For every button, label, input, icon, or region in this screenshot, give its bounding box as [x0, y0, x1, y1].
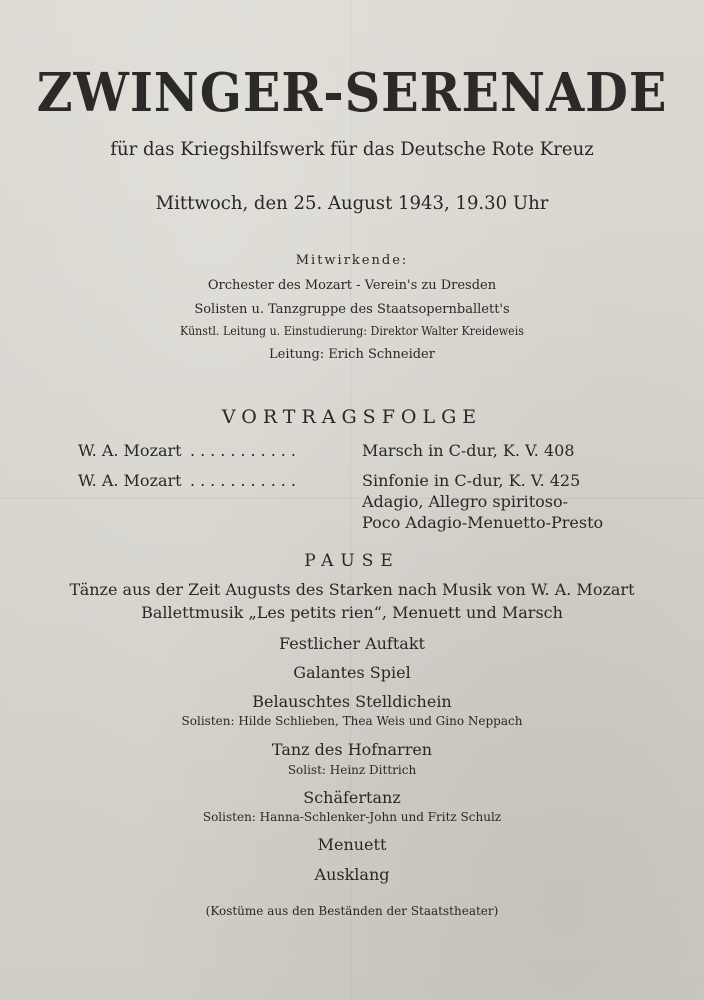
- dance-title: Galantes Spiel: [293, 663, 411, 682]
- event-date: Mittwoch, den 25. August 1943, 19.30 Uhr: [155, 192, 549, 214]
- program-heading: VORTRAGSFOLGE: [221, 406, 483, 428]
- conductor-line: Leitung: Erich Schneider: [269, 347, 435, 362]
- dance-title: Schäfertanz: [303, 788, 401, 807]
- pause-heading: PAUSE: [304, 551, 400, 571]
- work-movements: Adagio, Allegro spiritoso-: [362, 492, 569, 511]
- work-title: Marsch in C-dur, K. V. 408: [362, 441, 575, 460]
- subtitle: für das Kriegshilfswerk für das Deutsche Rote Kreuz: [110, 138, 594, 160]
- mitwirkende-heading: Mitwirkende:: [295, 253, 409, 268]
- dance-soloists: Solist: Heinz Dittrich: [287, 763, 417, 777]
- program-row: [78, 471, 301, 490]
- composer-name: W. A. Mozart: [78, 441, 182, 460]
- composer-name: W. A. Mozart: [78, 471, 182, 490]
- dance-title: Menuett: [317, 835, 387, 854]
- work-movements: Poco Adagio-Menuetto-Presto: [362, 513, 604, 532]
- mitwirkende-line: Künstl. Leitung u. Einstudierung: Direktor Walter Kreideweis: [180, 324, 524, 338]
- work-title: Sinfonie in C-dur, K. V. 425: [362, 471, 581, 490]
- dance-intro: Tänze aus der Zeit Augusts des Starken nach Musik von W. A. Mozart: [69, 580, 635, 599]
- leader-dots: ...........: [190, 471, 301, 490]
- mitwirkende-line: Orchester des Mozart - Verein's zu Dresden: [207, 278, 497, 293]
- dance-title: Belauschtes Stelldichein: [252, 692, 452, 711]
- dance-title: Ausklang: [314, 865, 390, 884]
- fold-line-horizontal: [0, 498, 704, 499]
- dance-title: Festlicher Auftakt: [279, 634, 425, 653]
- page-title: ZWINGER-SERENADE: [36, 62, 668, 124]
- leader-dots: ...........: [190, 441, 301, 460]
- program-row: [78, 441, 301, 460]
- dance-soloists: Solisten: Hilde Schlieben, Thea Weis und Gino Neppach: [181, 714, 523, 728]
- dance-intro: Ballettmusik „Les petits rien“, Menuett und Marsch: [141, 603, 563, 622]
- dance-soloists: Solisten: Hanna-Schlenker-John und Fritz Schulz: [202, 810, 502, 824]
- costume-note: (Kostüme aus den Beständen der Staatstheater): [205, 904, 499, 918]
- mitwirkende-line: Solisten u. Tanzgruppe des Staatsopernballett's: [194, 302, 510, 317]
- dance-title: Tanz des Hofnarren: [271, 740, 433, 759]
